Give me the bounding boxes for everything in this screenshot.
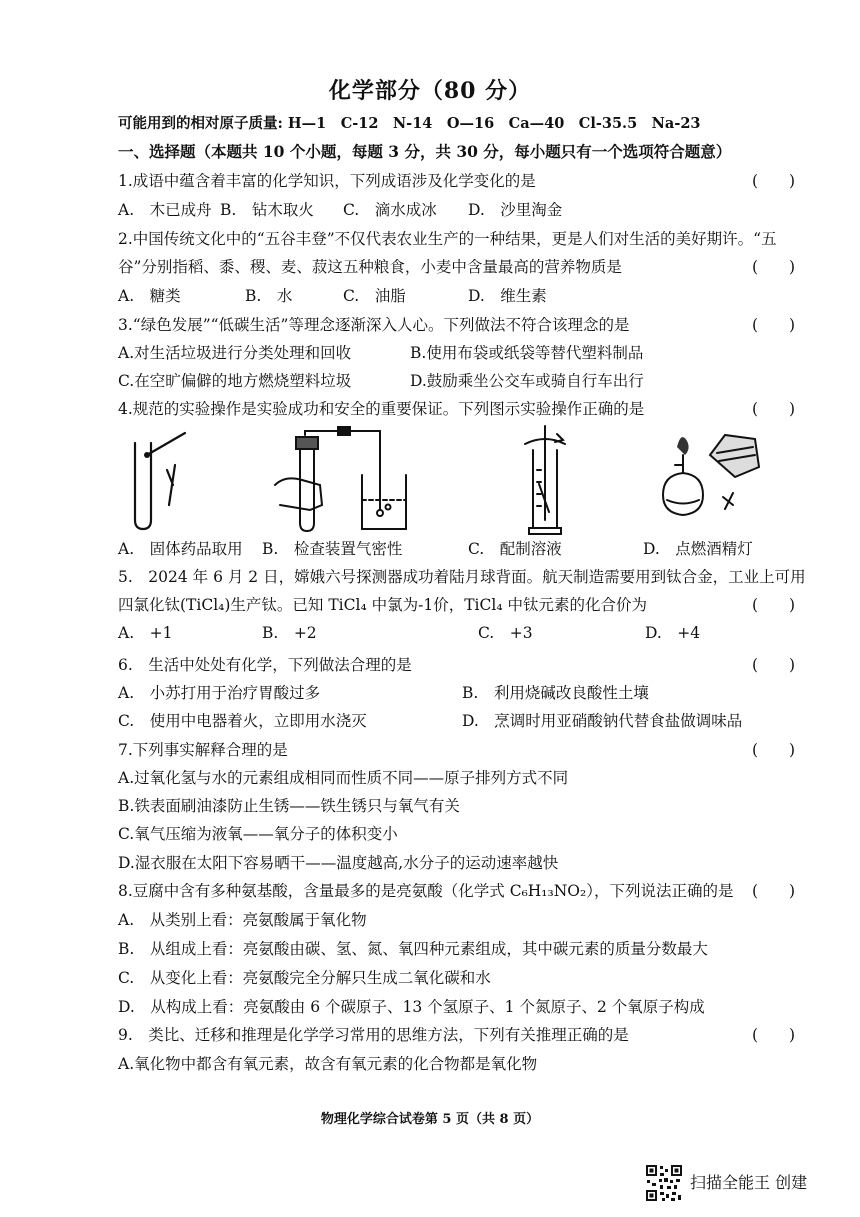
q7-option-a: A.过氧化氢与水的元素组成相同而性质不同——原子排列方式不同 xyxy=(118,769,569,787)
q1-stem: 1.成语中蕴含着丰富的化学知识，下列成语涉及化学变化的是 xyxy=(118,172,536,190)
q3-answer-paren[interactable]: ( ) xyxy=(752,316,796,334)
graduated-cylinder-figure xyxy=(515,420,575,540)
alcohol-lamp-figure xyxy=(655,425,765,525)
q8-stem: 8.豆腐中含有多种氨基酸，含量最多的是亮氨酸（化学式 C₆H₁₃NO₂），下列说法正确的是 xyxy=(118,882,734,900)
q6-option-a: A. 小苏打用于治疗胃酸过多 xyxy=(118,684,321,702)
q2-stem-line1: 2.中国传统文化中的“五谷丰登”不仅代表农业生产的一种结果，更是人们对生活的美好期许。“五 xyxy=(118,230,777,248)
q4-option-a: A. 固体药品取用 xyxy=(118,540,243,558)
q9-answer-paren[interactable]: ( ) xyxy=(752,1026,796,1044)
q7-answer-paren[interactable]: ( ) xyxy=(752,741,796,759)
q8-answer-paren[interactable]: ( ) xyxy=(752,882,796,900)
q3-option-b: B.使用布袋或纸袋等替代塑料制品 xyxy=(410,344,644,362)
q5-option-d: D. +4 xyxy=(645,624,701,642)
q3-option-d: D.鼓励乘坐公交车或骑自行车出行 xyxy=(410,372,644,390)
q6-option-c: C. 使用中电器着火，立即用水浇灭 xyxy=(118,712,367,730)
q1-option-d: D. 沙里淘金 xyxy=(468,201,563,219)
q4-stem: 4.规范的实验操作是实验成功和安全的重要保证。下列图示实验操作正确的是 xyxy=(118,400,645,418)
q2-option-a: A. 糖类 xyxy=(118,287,181,305)
section-heading: 一、选择题（本题共 10 个小题，每题 3 分，共 30 分，每小题只有一个选项符合题意） xyxy=(118,142,732,161)
q5-stem-line2: 四氯化钛(TiCl₄)生产钛。已知 TiCl₄ 中氯为-1价，TiCl₄ 中钛元素的化合价为 xyxy=(118,596,647,614)
q3-option-c: C.在空旷偏僻的地方燃烧塑料垃圾 xyxy=(118,372,352,390)
q6-option-d: D. 烹调时用亚硝酸钠代替食盐做调味品 xyxy=(462,712,743,730)
q5-option-c: C. +3 xyxy=(478,624,533,642)
q7-stem: 7.下列事实解释合理的是 xyxy=(118,741,288,759)
page-footer: 物理化学综合试卷第 5 页（共 8 页） xyxy=(320,1112,540,1127)
q3-option-a: A.对生活垃圾进行分类处理和回收 xyxy=(118,344,352,362)
atomic-masses-line: 可能用到的相对原子质量: H—1 C-12 N-14 O—16 Ca—40 Cl-35.5 Na-23 xyxy=(118,115,701,132)
q4-option-d: D. 点燃酒精灯 xyxy=(643,540,753,558)
q6-stem: 6. 生活中处处有化学，下列做法合理的是 xyxy=(118,656,412,674)
q5-option-a: A. +1 xyxy=(118,624,173,642)
q1-answer-paren[interactable]: ( ) xyxy=(752,172,796,190)
q2-option-d: D. 维生素 xyxy=(468,287,547,305)
q7-option-b: B.铁表面刷油漆防止生锈——铁生锈只与氧气有关 xyxy=(118,797,460,815)
q8-option-d: D. 从构成上看：亮氨酸由 6 个碳原子、13 个氢原子、1 个氮原子、2 个氧原子构成 xyxy=(118,998,705,1016)
q4-option-b: B. 检查装置气密性 xyxy=(262,540,403,558)
q7-option-d: D.湿衣服在太阳下容易晒干——温度越高,水分子的运动速率越快 xyxy=(118,854,559,872)
q5-answer-paren[interactable]: ( ) xyxy=(752,596,796,614)
q1-option-c: C. 滴水成冰 xyxy=(343,201,437,219)
q6-option-b: B. 利用烧碱改良酸性土壤 xyxy=(462,684,649,702)
q8-option-a: A. 从类别上看：亮氨酸属于氧化物 xyxy=(118,911,367,929)
q2-answer-paren[interactable]: ( ) xyxy=(752,258,796,276)
q2-option-c: C. 油脂 xyxy=(343,287,406,305)
q1-option-a: A. 木已成舟 xyxy=(118,201,212,219)
q2-option-b: B. 水 xyxy=(245,287,293,305)
q8-option-b: B. 从组成上看：亮氨酸由碳、氢、氮、氧四种元素组成，其中碳元素的质量分数最大 xyxy=(118,940,708,958)
q9-option-a: A.氧化物中都含有氧元素，故含有氧元素的化合物都是氧化物 xyxy=(118,1055,538,1073)
qr-code-icon xyxy=(645,1164,683,1202)
q3-stem: 3.“绿色发展”“低碳生活”等理念逐渐深入人心。下列做法不符合该理念的是 xyxy=(118,316,630,334)
q5-option-b: B. +2 xyxy=(262,624,317,642)
page-title: 化学部分（80 分） xyxy=(328,78,532,104)
q7-option-c: C.氧气压缩为液氧——氧分子的体积变小 xyxy=(118,825,398,843)
q8-option-c: C. 从变化上看：亮氨酸完全分解只生成二氧化碳和水 xyxy=(118,969,491,987)
q1-option-b: B. 钻木取火 xyxy=(220,201,314,219)
airtightness-check-figure xyxy=(270,425,430,535)
scanner-watermark: 扫描全能王 创建 xyxy=(690,1173,808,1192)
q6-answer-paren[interactable]: ( ) xyxy=(752,656,796,674)
q4-answer-paren[interactable]: ( ) xyxy=(752,400,796,418)
q4-option-c: C. 配制溶液 xyxy=(468,540,562,558)
test-tube-solid-figure xyxy=(125,425,195,535)
q2-stem-line2: 谷”分别指稻、黍、稷、麦、菽这五种粮食，小麦中含量最高的营养物质是 xyxy=(118,258,622,276)
q9-stem: 9. 类比、迁移和推理是化学学习常用的思维方法，下列有关推理正确的是 xyxy=(118,1026,629,1044)
q5-stem-line1: 5. 2024 年 6 月 2 日，嫦娥六号探测器成功着陆月球背面。航天制造需要用到钛合金，工业上可用 xyxy=(118,568,806,586)
